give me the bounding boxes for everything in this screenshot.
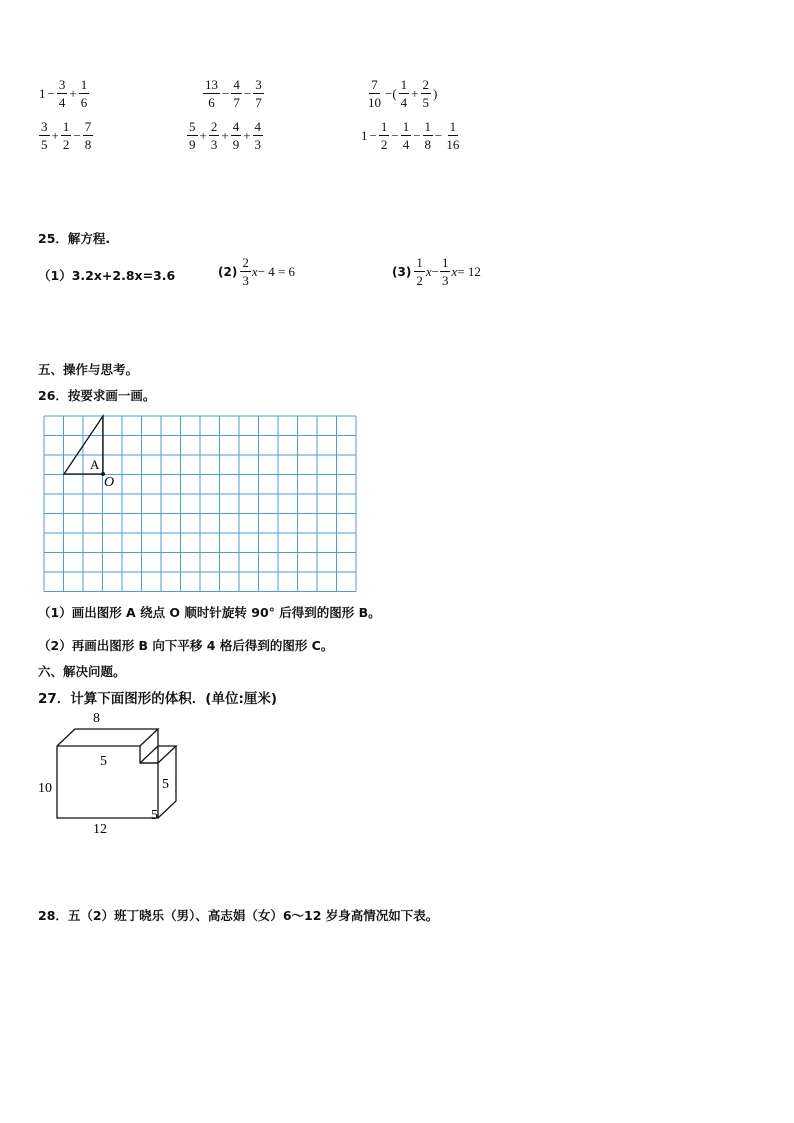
inner-step: [140, 729, 158, 763]
denominator: 5: [41, 137, 48, 152]
numerator: 3: [41, 119, 48, 134]
dim-depth: 5: [151, 808, 158, 823]
front-face: [57, 746, 158, 818]
numerator: 1: [402, 119, 410, 134]
denominator: 6: [208, 95, 215, 110]
denominator: 4: [58, 95, 66, 110]
numerator: 1: [380, 119, 388, 134]
operator: −: [222, 85, 230, 101]
denominator: 4: [402, 137, 410, 152]
numerator: 4: [254, 119, 262, 134]
operator: −: [413, 127, 421, 143]
denominator: 4: [400, 95, 408, 110]
operator: +: [221, 127, 229, 143]
q26-task-2: （2）再画出图形 B 向下平移 4 格后得到的图形 C。: [38, 638, 334, 653]
top-face-upper: [57, 729, 158, 746]
fraction: $\frac{1}{2}$: [416, 255, 423, 288]
leading-number: 1: [39, 85, 46, 101]
numerator: 4: [233, 77, 240, 92]
denominator: 9: [189, 137, 196, 152]
denominator: 3: [254, 137, 262, 152]
numerator: 2: [210, 119, 218, 134]
numerator: 1: [400, 77, 408, 92]
dim-inner: 5: [100, 754, 107, 769]
dim-left: 10: [38, 781, 52, 796]
q27-title: 27．计算下面图形的体积．(单位:厘米): [38, 691, 278, 707]
operator: −: [435, 127, 443, 143]
numerator: 2: [422, 77, 430, 92]
denominator: 2: [380, 137, 388, 152]
equation-label: (3): [392, 264, 412, 279]
denominator: 5: [422, 95, 430, 110]
denominator: 16: [446, 137, 460, 152]
denominator: 10: [368, 95, 381, 110]
label-a: A: [90, 457, 100, 472]
numerator: 5: [189, 119, 196, 134]
operator: −(: [385, 85, 397, 101]
operator: −: [391, 127, 399, 143]
fraction: $\frac{1}{3}$: [441, 255, 449, 288]
numerator: 1: [62, 119, 70, 134]
denominator: 8: [84, 137, 92, 152]
operator: +: [243, 127, 251, 143]
numerator: 1: [424, 119, 432, 134]
numerator: 1: [80, 77, 88, 92]
denominator: 9: [232, 137, 240, 152]
numerator: 13: [205, 77, 218, 92]
denominator: 7: [233, 95, 240, 110]
variable: x: [251, 263, 258, 279]
grid: [44, 416, 356, 592]
q25-equation-3: (3) $\frac{1}{2}$ x − $\frac{1}{3}$ x = 12: [392, 255, 481, 288]
operator: ): [433, 85, 438, 101]
denominator: 7: [255, 95, 262, 110]
operator: −: [47, 85, 55, 101]
numerator: 3: [58, 77, 66, 92]
dim-bottom: 12: [93, 822, 107, 837]
section-5-heading: 五、操作与思考。: [38, 362, 139, 377]
equation-rest: − 4 = 6: [257, 263, 296, 279]
operator: +: [51, 127, 59, 143]
denominator: 6: [80, 95, 88, 110]
label-o: O: [104, 475, 115, 490]
numerator: 7: [84, 119, 92, 134]
denominator: 8: [424, 137, 432, 152]
denominator: 3: [210, 137, 218, 152]
q25-equation-1: （1）3.2x+2.8x=3.6: [38, 268, 176, 283]
fraction: $\frac{2}{3}$: [242, 255, 249, 288]
numerator: 4: [232, 119, 240, 134]
equation-rest: = 12: [457, 263, 481, 279]
operator: −: [243, 85, 252, 101]
operator: −: [369, 127, 377, 143]
operator: +: [411, 85, 419, 101]
section-6-heading: 六、解决问题。: [38, 664, 126, 679]
q25-title: 25．解方程.: [38, 231, 111, 246]
operator: −: [73, 127, 81, 143]
denominator: 2: [62, 137, 70, 152]
variable: x: [425, 263, 432, 279]
q26-task-1: （1）画出图形 A 绕点 O 顺时针旋转 90° 后得到的图形 B。: [38, 605, 381, 620]
q28-title: 28．五（2）班丁晓乐（男）、高志娟（女）6～12 岁身高情况如下表。: [38, 908, 439, 923]
q26-title: 26．按要求画一画。: [38, 388, 156, 403]
numerator: 1: [449, 119, 457, 134]
dim-top: 8: [93, 711, 100, 726]
q27-solid-figure: [30, 705, 230, 845]
numerator: 7: [371, 77, 378, 92]
leading-number: 1: [361, 127, 368, 143]
variable: x: [451, 263, 458, 279]
numerator: 3: [255, 77, 262, 92]
operator: +: [199, 127, 207, 143]
equation-label: (2): [218, 264, 238, 279]
dim-right-height: 5: [162, 777, 169, 792]
operator: +: [69, 85, 77, 101]
